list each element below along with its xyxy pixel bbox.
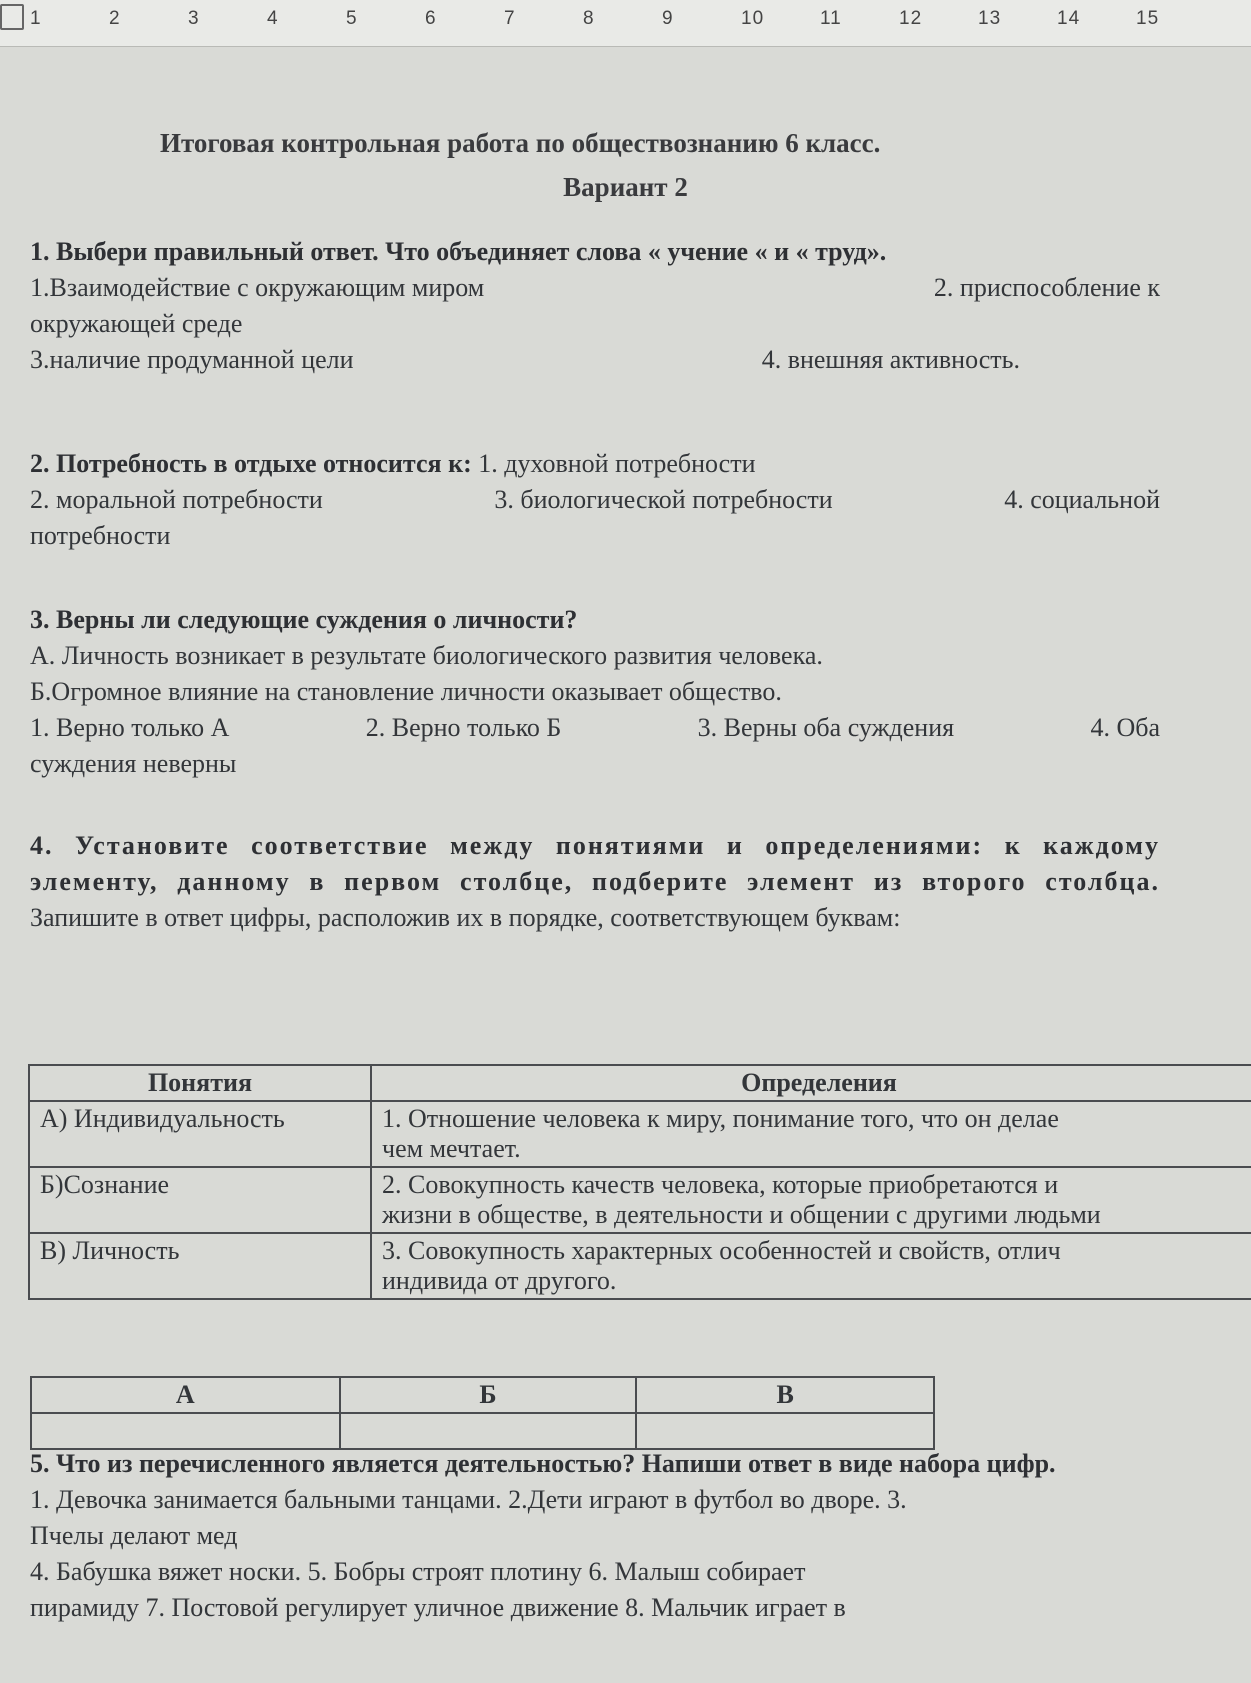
table-header: Понятия (29, 1065, 371, 1101)
table-cell (371, 1101, 1251, 1167)
q5-text: 5. Что из перечисленного является деятельностью? Напиши ответ в виде набора цифр. (30, 1449, 1056, 1478)
q5-line: Пчелы делают мед (30, 1521, 238, 1550)
q3-statement-a: А. Личность возникает в результате биологического развития человека. (30, 641, 823, 670)
ruler-mark: 15 (1136, 8, 1160, 29)
q3-opt2: 2. Верно только Б (365, 713, 562, 742)
ruler-mark: 12 (899, 8, 923, 29)
answer-header: В (636, 1377, 934, 1413)
table-cell-line: жизни в обществе, в деятельности и общении с другими людьми (382, 1200, 1101, 1229)
question-1 (30, 234, 1160, 378)
q1-opt2: 2. приспособление к (933, 273, 1160, 302)
q1-text: 1. Выбери правильный ответ. Что объединяет слова « учение « и « труд». (30, 237, 887, 266)
q5-line: 4. Бабушка вяжет носки. 5. Бобры строят плотину 6. Малыш собирает (30, 1557, 806, 1586)
question-5 (30, 1446, 1160, 1626)
q2-opt3: 3. биологической потребности (494, 485, 833, 514)
table-cell-line: индивида от другого. (382, 1266, 617, 1295)
question-2 (30, 446, 1160, 554)
ruler-mark: 5 (346, 8, 358, 29)
hourglass-icon (0, 4, 24, 30)
ruler-mark: 8 (583, 8, 595, 29)
q2-opt1: 1. духовной потребности (478, 449, 756, 478)
answer-table (30, 1376, 935, 1450)
q1-opt2b: окружающей среде (30, 309, 243, 338)
table-row (29, 1233, 1251, 1299)
q3-opt4: 4. Оба (1090, 713, 1160, 742)
ruler[interactable] (0, 0, 1251, 47)
answer-header: А (31, 1377, 340, 1413)
answer-header: Б (340, 1377, 637, 1413)
q1-opt3: 3.наличие продуманной цели (30, 345, 354, 374)
ruler-mark: 7 (504, 8, 516, 29)
table-header: Определения (371, 1065, 1251, 1101)
ruler-mark: 3 (188, 8, 200, 29)
table-cell-line: 1. Отношение человека к миру, понимание того, что он делае (382, 1104, 1059, 1133)
table-cell (371, 1233, 1251, 1299)
table-cell-line: 2. Совокупность качеств человека, которые приобретаются и (382, 1170, 1059, 1199)
ruler-mark: 11 (820, 8, 842, 29)
q2-opt4: 4. социальной (1004, 485, 1160, 514)
q3-opt4b: суждения неверны (30, 749, 237, 778)
q3-text: 3. Верны ли следующие суждения о личности? (30, 605, 578, 634)
document-page[interactable] (0, 46, 1251, 1683)
table-cell: А) Индивидуальность (29, 1101, 371, 1167)
question-3 (30, 602, 1160, 782)
ruler-mark: 9 (662, 8, 674, 29)
doc-variant: Вариант 2 (563, 172, 688, 202)
q4-text: 4. Установите соответствие между понятиями и определениями: к каждому элементу, данному в первом столбце, подберите элемент из второго столбца. (30, 831, 1160, 896)
q1-opt1: 1.Взаимодействие с окружающим миром (30, 273, 485, 302)
question-4 (30, 828, 1160, 936)
table-cell-line: чем мечтает. (382, 1134, 521, 1163)
q4-instruction: Запишите в ответ цифры, расположив их в порядке, соответствующем буквам: (30, 903, 901, 932)
ruler-marks (30, 8, 1215, 30)
q3-opt3: 3. Верны оба суждения (697, 713, 955, 742)
table-row (29, 1101, 1251, 1167)
ruler-mark: 13 (978, 8, 1002, 29)
table-cell (371, 1167, 1251, 1233)
ruler-mark: 14 (1057, 8, 1081, 29)
ruler-mark: 1 (30, 8, 42, 29)
q5-line: пирамиду 7. Постовой регулирует уличное движение 8. Мальчик играет в (30, 1593, 846, 1622)
q3-statement-b: Б.Огромное влияние на становление личности оказывает общество. (30, 677, 782, 706)
table-cell-line: 3. Совокупность характерных особенностей и свойств, отлич (382, 1236, 1061, 1265)
doc-title: Итоговая контрольная работа по обществознанию 6 класс. (160, 128, 881, 158)
table-row (29, 1167, 1251, 1233)
table-cell: В) Личность (29, 1233, 371, 1299)
answer-cell[interactable] (340, 1413, 637, 1449)
q1-opt4: 4. внешняя активность. (761, 345, 1020, 374)
ruler-mark: 6 (425, 8, 437, 29)
ruler-mark: 10 (741, 8, 765, 29)
answer-cell[interactable] (31, 1413, 340, 1449)
ruler-mark: 4 (267, 8, 279, 29)
q2-opt4b: потребности (30, 521, 171, 550)
q2-text: 2. Потребность в отдыхе относится к: (30, 449, 472, 478)
answer-cell[interactable] (636, 1413, 934, 1449)
concepts-table (28, 1064, 1251, 1300)
q2-opt2: 2. моральной потребности (30, 485, 323, 514)
q5-line: 1. Девочка занимается бальными танцами. 2.Дети играют в футбол во дворе. 3. (30, 1485, 907, 1514)
table-cell: Б)Сознание (29, 1167, 371, 1233)
q3-opt1: 1. Верно только А (30, 713, 230, 742)
ruler-mark: 2 (109, 8, 121, 29)
